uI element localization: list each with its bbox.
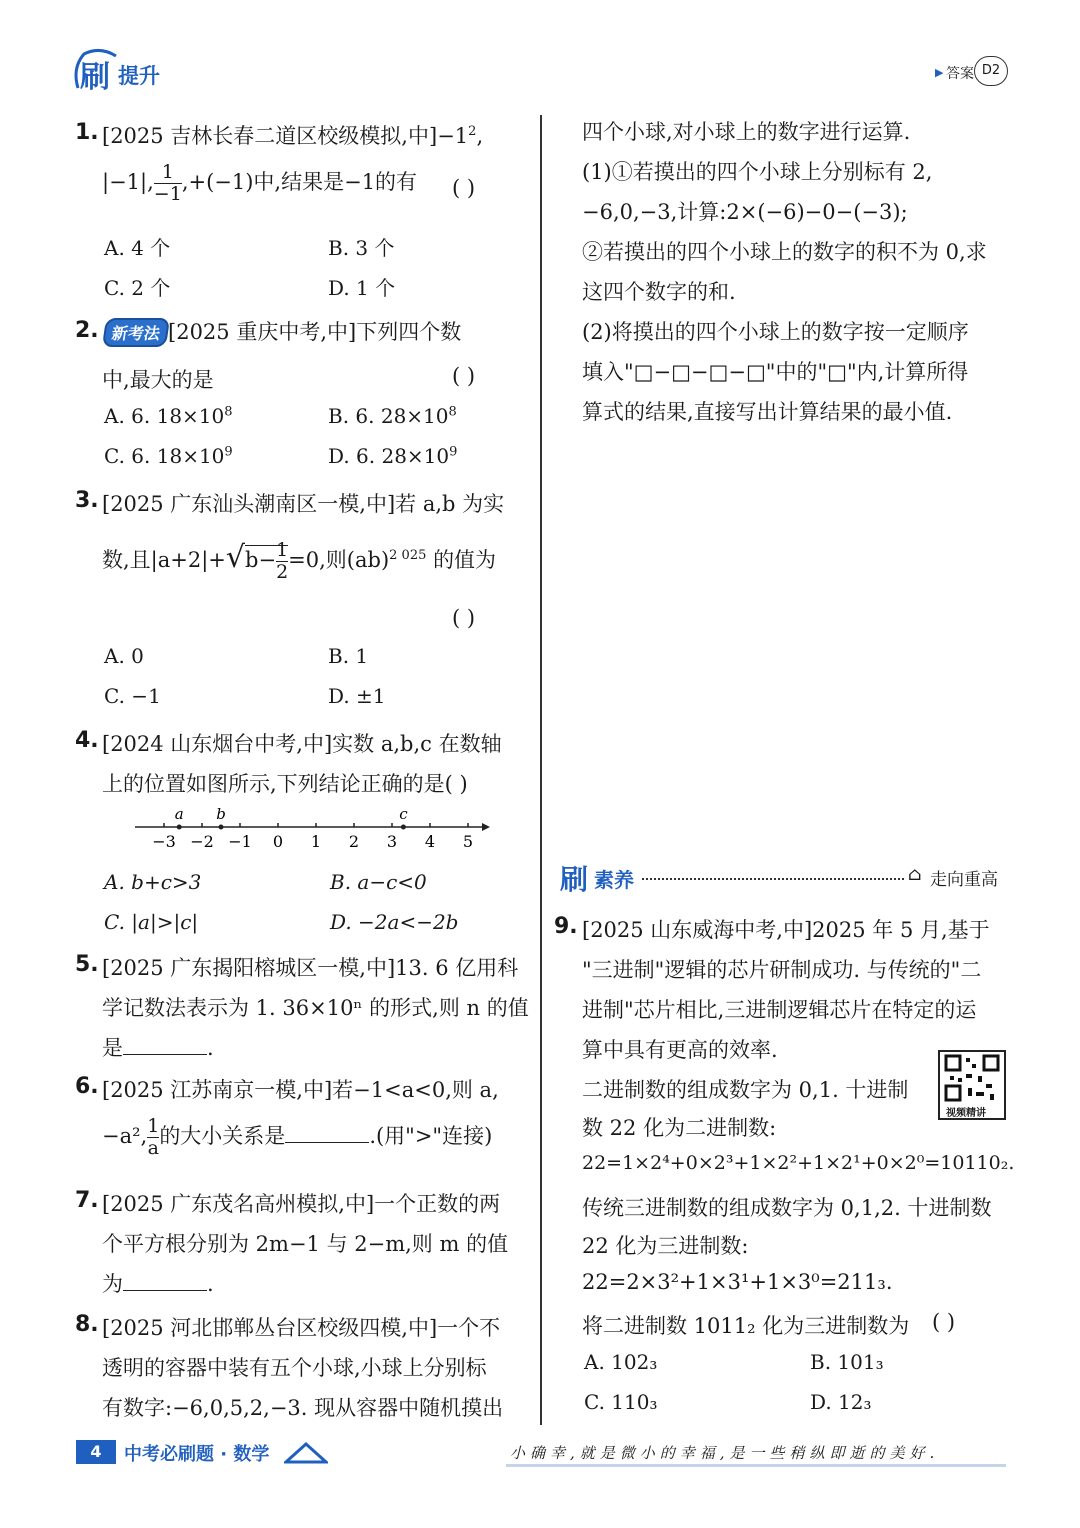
q1-option-d[interactable]: D. 1 个	[328, 276, 396, 300]
page-number: 4	[76, 1440, 116, 1464]
section-logo-char: 刷	[560, 863, 589, 896]
q3-line2: 数,且|a+2|+√b− $\frac{1}{2}$ =0,则(ab)$^{2 025}$ 的值为	[102, 539, 497, 583]
q5-source: [2025 广东揭阳榕城区一模,中]13. 6 亿用科	[102, 956, 519, 980]
q2-line1	[104, 316, 461, 347]
answer-label: 答案	[946, 66, 974, 82]
q8-line2: 透明的容器中装有五个小球,小球上分别标	[102, 1356, 487, 1380]
q4-option-c[interactable]: C. |a|>|c|	[104, 910, 199, 934]
section-right-label: 走向重高	[930, 870, 998, 890]
axis-tick-label: 4	[424, 832, 436, 851]
q9-paren: ( )	[932, 1310, 956, 1334]
q4-line2: 上的位置如图所示,下列结论正确的是( )	[102, 772, 468, 796]
q4-source: [2024 山东烟台中考,中]实数 a,b,c 在数轴	[102, 732, 502, 756]
qr-caption: 视频精讲	[946, 1108, 986, 1119]
q3-source: [2025 广东汕头潮南区一模,中]若 a,b 为实	[102, 492, 505, 516]
axis-point-a	[177, 825, 182, 830]
axis-tick-label: −3	[152, 832, 176, 851]
q5-line2: 学记数法表示为 1. 36×10ⁿ 的形式,则 n 的值	[102, 996, 529, 1020]
answer-arrow-icon: ▶	[935, 66, 944, 79]
qr-code-icon	[942, 1054, 1002, 1104]
q2-line2: 中,最大的是	[102, 368, 214, 392]
q6-line2: −a², $\frac{1}{a}$ 的大小关系是 .(用">"连接)	[102, 1115, 493, 1159]
q9-option-b[interactable]: B. 101₃	[810, 1350, 884, 1374]
q2-option-b[interactable]: B. 6. $28\times 10^8$	[328, 404, 457, 428]
q7-line2: 个平方根分别为 2m−1 与 2−m,则 m 的值	[102, 1232, 509, 1256]
q4-number: 4.	[75, 728, 99, 753]
q4-option-d[interactable]: D. −2a<−2b	[330, 910, 459, 934]
section-title: 素养	[594, 868, 634, 892]
answer-page-badge[interactable]: D2	[974, 56, 1008, 86]
axis-point-label-a: a	[174, 805, 184, 823]
q9-line-5: 二进制数的组成数字为 0,1. 十进制	[582, 1078, 909, 1102]
q8-right-line-3: −6,0,−3,计算:2×(−6)−0−(−3);	[582, 200, 908, 224]
q8-right-line-5: 这四个数字的和.	[582, 280, 736, 304]
q1-source: [2025 吉林长春二道区校级模拟,中]	[102, 124, 438, 148]
axis-tick-label: 3	[386, 832, 398, 851]
q9-line-6: 数 22 化为二进制数:	[582, 1116, 777, 1140]
axis-tick-label: 5	[462, 832, 474, 851]
footer-slogan: 小确幸,就是微小的幸福,是一些稍纵即逝的美好.	[510, 1444, 940, 1462]
q9-line-2: "三进制"逻辑的芯片研制成功. 与传统的"二	[582, 958, 982, 982]
q4-option-b[interactable]: B. a−c<0	[330, 870, 427, 894]
q1-number: 1.	[75, 120, 99, 145]
q9-line-7: 22=1×2⁴+0×2³+1×2²+1×2¹+0×2⁰=10110₂.	[582, 1152, 1015, 1174]
q9-line-4: 算中具有更高的效率.	[582, 1038, 778, 1062]
number-line	[130, 805, 500, 855]
q5-line3: 是 .	[102, 1036, 214, 1060]
q3-option-a[interactable]: A. 0	[104, 644, 144, 668]
triangle-icon	[284, 1442, 328, 1464]
q9-number: 9.	[554, 914, 578, 939]
q9-last-line: 将二进制数 1011₂ 化为三进制数为	[582, 1314, 910, 1338]
axis-tick-label: −2	[190, 832, 214, 851]
q2-paren: ( )	[452, 364, 476, 388]
axis-point-b	[219, 825, 224, 830]
q1-option-a[interactable]: A. 4 个	[104, 236, 171, 260]
q9-line-8: 传统三进制数的组成数字为 0,1,2. 十进制数	[582, 1196, 992, 1220]
header	[70, 48, 1010, 98]
q8-source: [2025 河北邯郸丛台区校级四模,中]一个不	[102, 1316, 501, 1340]
q9-option-d[interactable]: D. 12₃	[810, 1390, 872, 1414]
q9-option-c[interactable]: C. 110₃	[584, 1390, 658, 1414]
q8-line3: 有数字:−6,0,5,2,−3. 现从容器中随机摸出	[102, 1396, 504, 1420]
q8-right-line-8: 算式的结果,直接写出计算结果的最小值.	[582, 400, 953, 424]
q4-option-a[interactable]: A. b+c>3	[104, 870, 202, 894]
q3-number: 3.	[75, 488, 99, 513]
book-title: 中考必刷题 · 数学	[124, 1444, 270, 1465]
q3-option-d[interactable]: D. ±1	[328, 684, 386, 708]
axis-tick-label: 1	[310, 832, 322, 851]
axis-tick-label: −1	[228, 832, 252, 851]
axis-point-label-b: b	[216, 805, 226, 823]
q8-right-line-2: (1)①若摸出的四个小球上分别标有 2,	[582, 160, 933, 184]
footer	[76, 1438, 1006, 1468]
q1-paren: ( )	[452, 176, 476, 200]
new-method-tag: 新考法	[102, 318, 170, 347]
axis-tick-label: 2	[348, 832, 360, 851]
q1-line2: |−1|, $\frac{1}{-1}$ ,+(−1)中,结果是−1的有	[102, 161, 418, 205]
q6-answer-blank[interactable]	[285, 1124, 369, 1143]
axis-tick-label: 0	[272, 832, 284, 851]
q9-option-a[interactable]: A. 102₃	[584, 1350, 658, 1374]
sqrt-sign: √	[225, 540, 246, 575]
q2-option-a[interactable]: A. 6. $18\times 10^8$	[104, 404, 233, 428]
q2-option-c[interactable]: C. 6. $18\times 10^9$	[104, 444, 233, 468]
section-dots	[642, 878, 904, 880]
q3-paren: ( )	[452, 606, 476, 630]
q5-number: 5.	[75, 952, 99, 977]
q6-source: [2025 江苏南京一模,中]若−1<a<0,则 a,	[102, 1078, 499, 1102]
q2-source: [2025 重庆中考,中]下列四个数	[168, 320, 462, 344]
q2-number: 2.	[75, 318, 99, 343]
q7-answer-blank[interactable]	[123, 1272, 207, 1291]
q8-right-line-7: 填入"□−□−□−□"中的"□"内,计算所得	[582, 360, 969, 384]
header-section-title: 提升	[118, 64, 160, 88]
q7-line3: 为 .	[102, 1272, 214, 1296]
axis-point-c	[401, 825, 406, 830]
q6-number: 6.	[75, 1074, 99, 1099]
q3-option-b[interactable]: B. 1	[328, 644, 369, 668]
q2-option-d[interactable]: D. 6. $28\times 10^9$	[328, 444, 458, 468]
q1-option-c[interactable]: C. 2 个	[104, 276, 171, 300]
q7-number: 7.	[75, 1188, 99, 1213]
q9-line-1: [2025 山东威海中考,中]2025 年 5 月,基于	[582, 918, 990, 942]
q1-fraction: $\frac{1}{-1}$	[153, 161, 182, 205]
q8-right-line-1: 四个小球,对小球上的数字进行运算.	[582, 120, 911, 144]
q9-line-9: 22 化为三进制数:	[582, 1234, 749, 1258]
axis-point-label-c: c	[399, 805, 408, 823]
q8-right-line-4: ②若摸出的四个小球上的数字的积不为 0,求	[582, 240, 987, 264]
q1-line1: [2025 吉林长春二道区校级模拟,中]$-1^2$,	[102, 124, 484, 148]
q9-line-10: 22=2×3²+1×3¹+1×3⁰=211₃.	[582, 1270, 893, 1294]
qr-code[interactable]	[938, 1050, 1006, 1120]
header-logo-char: 刷	[80, 60, 110, 95]
q3-option-c[interactable]: C. −1	[104, 684, 161, 708]
q5-answer-blank[interactable]	[123, 1036, 207, 1055]
q9-line-3: 进制"芯片相比,三进制逻辑芯片在特定的运	[582, 998, 977, 1022]
school-icon: ⌂	[908, 864, 922, 885]
q8-right-line-6: (2)将摸出的四个小球上的数字按一定顺序	[582, 320, 969, 344]
q7-source: [2025 广东茂名高州模拟,中]一个正数的两	[102, 1192, 501, 1216]
footer-underline	[506, 1464, 1006, 1467]
q8-number: 8.	[75, 1312, 99, 1337]
q1-option-b[interactable]: B. 3 个	[328, 236, 395, 260]
column-divider	[540, 115, 542, 1425]
